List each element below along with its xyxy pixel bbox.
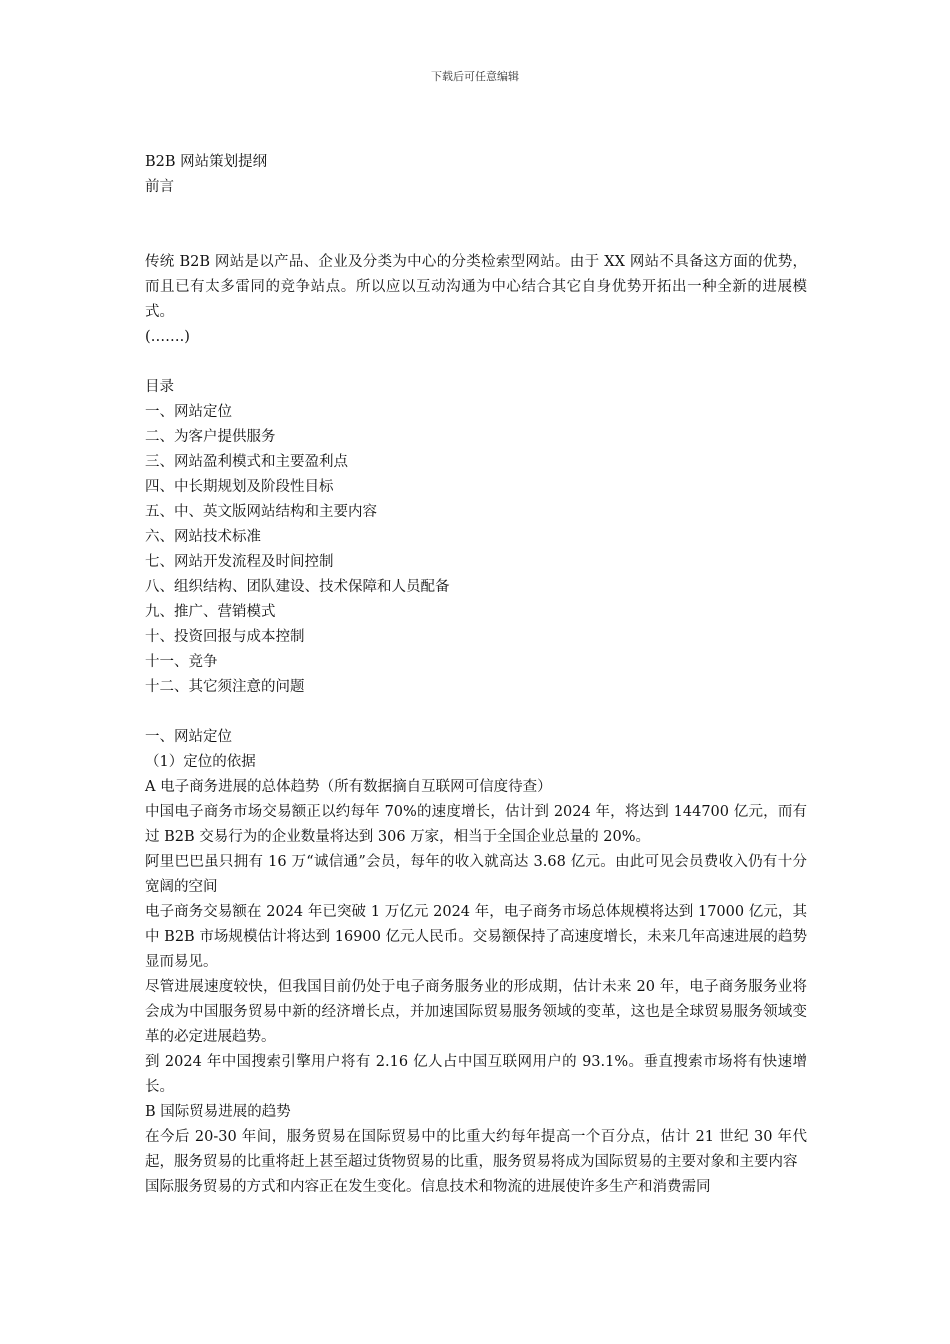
toc-item: 八、组织结构、团队建设、技术保障和人员配备: [145, 579, 450, 595]
subsection-heading: B 国际贸易进展的趋势: [145, 1104, 291, 1120]
toc-item: 四、中长期规划及阶段性目标: [145, 479, 334, 495]
document-title: B2B 网站策划提纲: [145, 154, 268, 170]
body-paragraph: 尽管进展速度较快，但我国目前仍处于电子商务服务业的形成期，估计未来 20 年，电子商务服务业将会成为中国服务贸易中新的经济增长点，并加速国际贸易服务领域的变革，这也是全球贸易服务领域变革的必定进展趋势。: [145, 979, 807, 1045]
spacer: [145, 700, 807, 725]
toc-item: 七、网站开发流程及时间控制: [145, 554, 334, 570]
body-paragraph: 中国电子商务市场交易额正以约每年 70%的速度增长，估计到 2024 年，将达到 144700 亿元，而有过 B2B 交易行为的企业数量将达到 306 万家，相当于全国企业总量的 20%。: [145, 804, 807, 845]
body-paragraph: 阿里巴巴虽只拥有 16 万“诚信通”会员，每年的收入就高达 3.68 亿元。由此可见会员费收入仍有十分宽阔的空间: [145, 854, 807, 895]
spacer: [145, 350, 807, 375]
toc-heading: 目录: [145, 379, 174, 395]
page-header: 下载后可任意编辑: [431, 70, 519, 83]
body-paragraph: 国际服务贸易的方式和内容正在发生变化。信息技术和物流的进展使许多生产和消费需同: [145, 1179, 711, 1195]
subsection-heading: A 电子商务进展的总体趋势（所有数据摘自互联网可信度待查）: [145, 779, 552, 795]
toc-item: 三、网站盈利模式和主要盈利点: [145, 454, 348, 470]
toc-item: 一、网站定位: [145, 404, 232, 420]
ellipsis-line: (…….): [145, 329, 190, 345]
document-body: [145, 150, 807, 1200]
toc-item: 十一、竞争: [145, 654, 218, 670]
subsection-heading: （1）定位的依据: [145, 754, 256, 770]
body-paragraph: 电子商务交易额在 2024 年已突破 1 万亿元 2024 年，电子商务市场总体规模将达到 17000 亿元，其中 B2B 市场规模估计将达到 16900 亿元人民币。交易额保持了高速度增长，未来几年高速进展的趋势显而易见。: [145, 904, 807, 970]
section-heading: 一、网站定位: [145, 729, 232, 745]
toc-item: 二、为客户提供服务: [145, 429, 276, 445]
toc-item: 六、网站技术标准: [145, 529, 261, 545]
body-paragraph: 在今后 20-30 年间，服务贸易在国际贸易中的比重大约每年提高一个百分点，估计 21 世纪 30 年代起，服务贸易的比重将赶上甚至超过货物贸易的比重，服务贸易将成为国际贸易的主要对象和主要内容: [145, 1129, 807, 1170]
toc-item: 九、推广、营销模式: [145, 604, 276, 620]
spacer: [145, 200, 807, 250]
toc-item: 五、中、英文版网站结构和主要内容: [145, 504, 377, 520]
body-paragraph: 到 2024 年中国搜索引擎用户将有 2.16 亿人占中国互联网用户的 93.1%。垂直搜索市场将有快速增长。: [145, 1054, 807, 1095]
toc-item: 十、投资回报与成本控制: [145, 629, 305, 645]
table-of-contents: [145, 400, 807, 700]
toc-item: 十二、其它须注意的问题: [145, 679, 305, 695]
intro-paragraph: 传统 B2B 网站是以产品、企业及分类为中心的分类检索型网站。由于 XX 网站不具备这方面的优势，而且已有太多雷同的竞争站点。所以应以互动沟通为中心结合其它自身优势开拓出一种全新的进展模式。: [145, 254, 807, 320]
preface-heading: 前言: [145, 179, 174, 195]
